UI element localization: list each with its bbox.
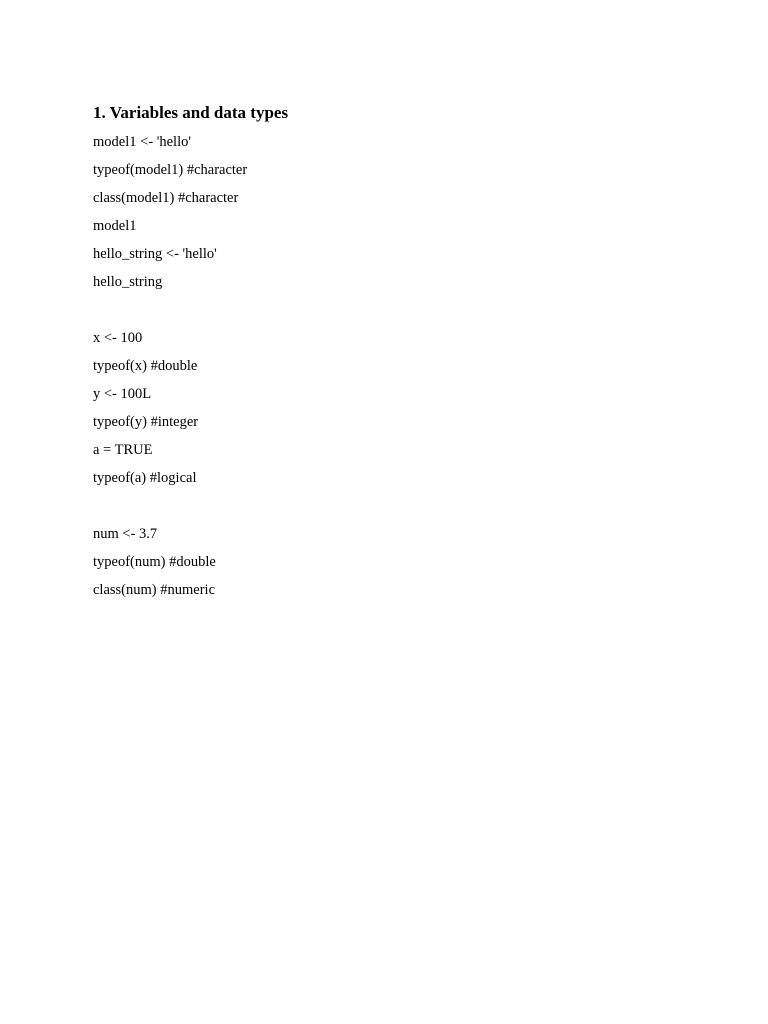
code-line: num <- 3.7 [93,526,158,542]
section-heading: 1. Variables and data types [93,103,289,122]
code-line: model1 [93,218,137,234]
code-line: typeof(y) #integer [93,414,199,430]
code-line: class(num) #numeric [93,582,216,598]
document-content [93,101,693,604]
code-block-2 [93,324,693,492]
code-line: model1 <- 'hello' [93,134,191,150]
blank-line [93,492,693,520]
code-line: y <- 100L [93,386,152,402]
code-line: hello_string [93,274,163,290]
code-line: typeof(num) #double [93,554,216,570]
code-line: a = TRUE [93,442,153,458]
code-line: class(model1) #character [93,190,239,206]
code-line: hello_string <- 'hello' [93,246,217,262]
code-line: typeof(x) #double [93,358,198,374]
blank-line [93,296,693,324]
code-block-1 [93,128,693,296]
code-line: typeof(model1) #character [93,162,248,178]
code-line: x <- 100 [93,330,143,346]
code-line: typeof(a) #logical [93,470,197,486]
code-block-3 [93,520,693,604]
